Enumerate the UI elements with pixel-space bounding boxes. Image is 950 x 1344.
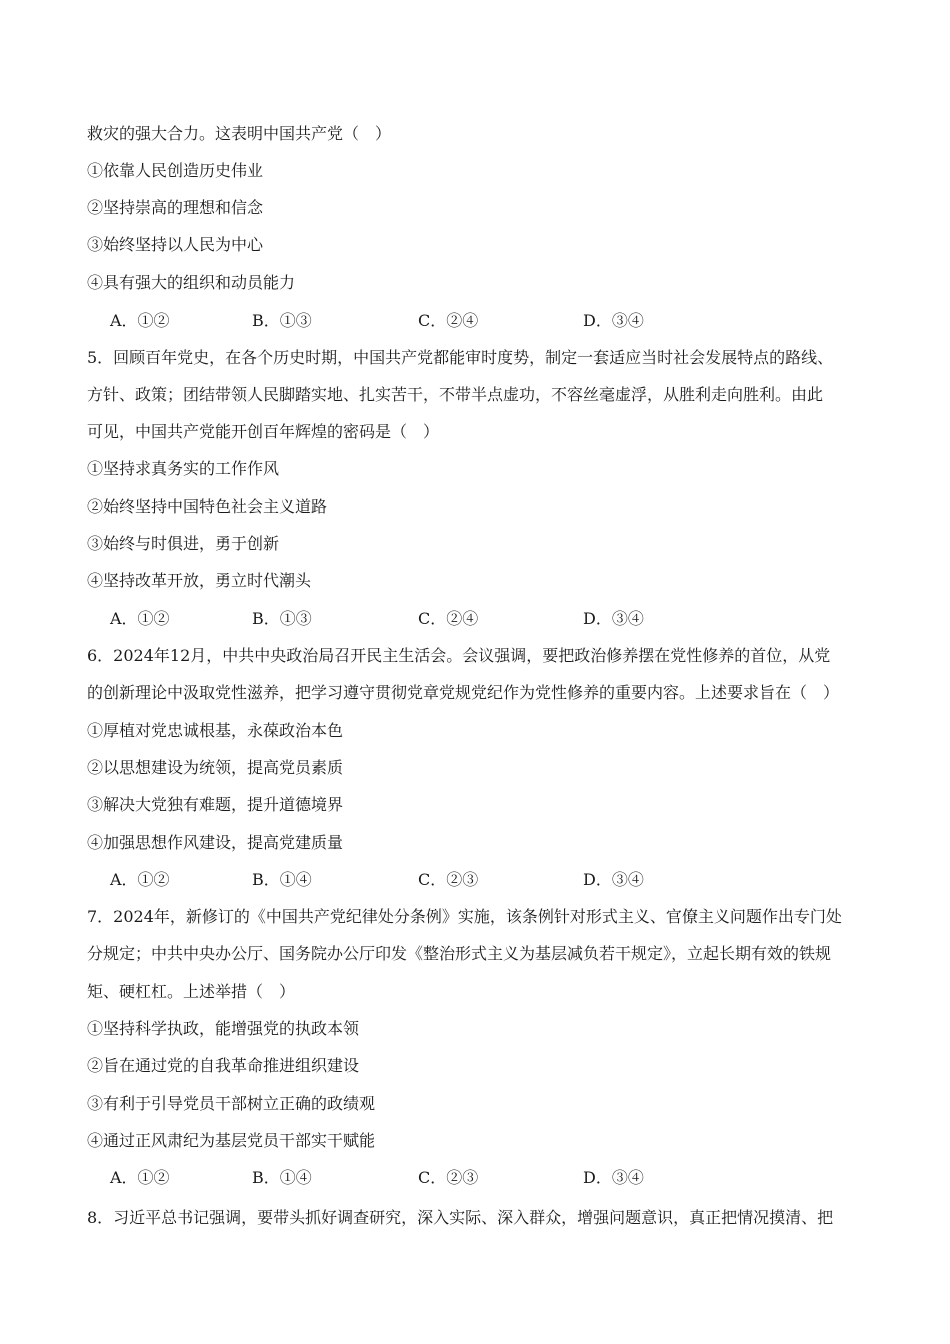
q7-option-c: C．②③ <box>418 1168 479 1187</box>
q4-option-c: C．②④ <box>418 311 479 330</box>
q6-item-3: ③解决大党独有难题，提升道德境界 <box>87 795 344 814</box>
q6-option-d: D．③④ <box>583 870 644 889</box>
q4-item-2: ②坚持崇高的理想和信念 <box>87 198 264 217</box>
q7-item-4: ④通过正风肃纪为基层党员干部实干赋能 <box>87 1131 376 1150</box>
q7-option-b: B．①④ <box>252 1168 312 1187</box>
q5-item-4: ④坚持改革开放，勇立时代潮头 <box>87 571 312 590</box>
q5-option-a: A．①② <box>110 609 170 628</box>
q5-item-2: ②始终坚持中国特色社会主义道路 <box>87 497 328 516</box>
q6-stem-line-1: 6．2024年12月，中共中央政治局召开民主生活会。会议强调，要把政治修养摆在党性修养的首位，从党 <box>87 646 831 665</box>
q5-stem-line-3: 可见，中国共产党能开创百年辉煌的密码是（ ） <box>87 422 440 441</box>
q4-item-1: ①依靠人民创造历史伟业 <box>87 161 264 180</box>
q4-item-3: ③始终坚持以人民为中心 <box>87 235 264 254</box>
q7-item-1: ①坚持科学执政，能增强党的执政本领 <box>87 1019 360 1038</box>
q5-option-d: D．③④ <box>583 609 644 628</box>
q4-option-a: A．①② <box>110 311 170 330</box>
q5-item-3: ③始终与时俱进，勇于创新 <box>87 534 280 553</box>
q5-item-1: ①坚持求真务实的工作作风 <box>87 459 280 478</box>
q7-option-a: A．①② <box>110 1168 170 1187</box>
q6-stem-line-2: 的创新理论中汲取党性滋养，把学习遵守贯彻党章党规党纪作为党性修养的重要内容。上述要求旨在（ ） <box>87 683 840 702</box>
q4-item-4: ④具有强大的组织和动员能力 <box>87 273 296 292</box>
q5-option-c: C．②④ <box>418 609 479 628</box>
q5-stem-line-2: 方针、政策；团结带领人民脚踏实地、扎实苦干，不带半点虚功，不容丝毫虚浮，从胜利走向胜利。由此 <box>87 385 824 404</box>
q6-item-4: ④加强思想作风建设，提高党建质量 <box>87 833 344 852</box>
q7-item-3: ③有利于引导党员干部树立正确的政绩观 <box>87 1094 376 1113</box>
q6-item-1: ①厚植对党忠诚根基，永葆政治本色 <box>87 721 344 740</box>
q4-option-b: B．①③ <box>252 311 312 330</box>
q6-option-c: C．②③ <box>418 870 479 889</box>
q6-item-2: ②以思想建设为统领，提高党员素质 <box>87 758 344 777</box>
q8-stem-line-1: 8．习近平总书记强调，要带头抓好调查研究，深入实际、深入群众，增强问题意识，真正把情况摸清、把 <box>87 1208 834 1227</box>
q5-option-b: B．①③ <box>252 609 312 628</box>
q4-option-d: D．③④ <box>583 311 644 330</box>
q7-stem-line-1: 7．2024年，新修订的《中国共产党纪律处分条例》实施，该条例针对形式主义、官僚主义问题作出专门处 <box>87 907 842 926</box>
question-4-stem-tail: 救灾的强大合力。这表明中国共产党（ ） <box>87 124 392 143</box>
q7-option-d: D．③④ <box>583 1168 644 1187</box>
q6-option-b: B．①④ <box>252 870 312 889</box>
q7-stem-line-2: 分规定；中共中央办公厅、国务院办公厅印发《整治形式主义为基层减负若干规定》，立起长期有效的铁规 <box>87 944 832 963</box>
q7-item-2: ②旨在通过党的自我革命推进组织建设 <box>87 1056 360 1075</box>
q7-stem-line-3: 矩、硬杠杠。上述举措（ ） <box>87 982 296 1001</box>
q6-option-a: A．①② <box>110 870 170 889</box>
q5-stem-line-1: 5．回顾百年党史，在各个历史时期，中国共产党都能审时度势，制定一套适应当时社会发展特点的路线、 <box>87 348 834 367</box>
